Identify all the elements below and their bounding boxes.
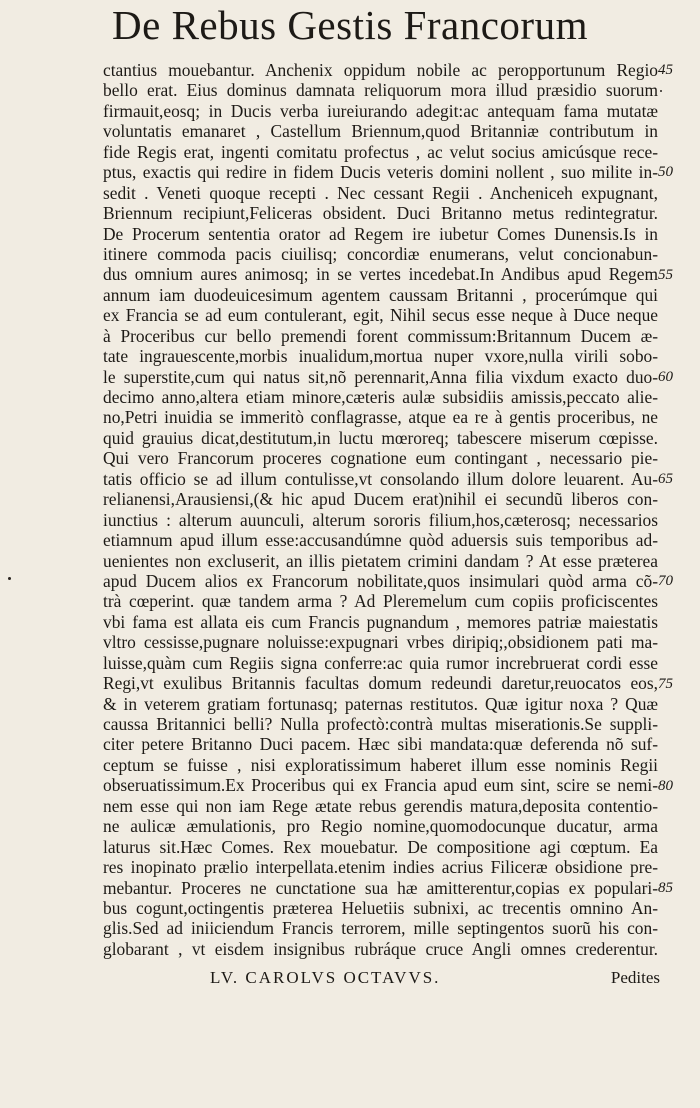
text-line: citer petere Britanno Duci pacem. Hæc sibi mandata:quæ deferenda nõ suf-	[103, 734, 658, 755]
text-line: le superstite,cum qui natus sit,nõ perennarit,Anna filia vixdum exacto duo-	[103, 366, 658, 387]
catchword: Pedites	[610, 968, 660, 987]
margin-line-number: 45	[658, 62, 673, 78]
text-line: glis.Sed ad iniiciendum Francis terrorem, mille septingentos suorũ his con-	[103, 918, 658, 939]
text-line: fide Regis erat, ingenti comitatu profectus , ac velut socius amicúsque rece-	[103, 141, 658, 162]
margin-line-number: 60	[658, 368, 673, 385]
text-line: Qui vero Francorum proceres cognatione eum contingant , necessario pie-	[103, 448, 658, 469]
running-title: De Rebus Gestis Francorum	[112, 2, 588, 48]
text-line: De Procerum sententia orator ad Regem ire iubetur Comes Dunensis.Is in	[103, 223, 658, 244]
text-line: ctantius mouebantur. Anchenix oppidum nobile ac peropportunum Regio	[103, 60, 658, 80]
margin-line-number: 80	[658, 777, 673, 794]
text-line: trà cœperint. quæ tandem arma ? Ad Pleremelum cum copiis proficiscentes	[103, 591, 658, 612]
ink-speck	[8, 577, 11, 580]
text-line: vbi fama est allata eis cum Francis pugnandum , memores patriæ maiestatis	[103, 611, 658, 632]
text-line: ceptum se fuisse , nisi exploratissimum haberet illum esse nominis Regii	[103, 754, 658, 775]
text-line: uenientes non excluserit, an illis pietatem crimini dandam ? At esse præterea	[103, 550, 658, 571]
text-line: sedit . Veneti quoque recepti . Nec cessant Regii . Ancheniceh expugnant,	[103, 182, 658, 203]
ink-speck	[660, 90, 662, 92]
text-line: res inopinato prælio interpellata.etenim indies acrius Filiceræ obsidione pre-	[103, 857, 658, 878]
margin-line-number: 85	[658, 880, 673, 896]
text-line: luisse,quàm cum Regiis signa conferre:ac quia rumor increbruerat cordi esse	[103, 652, 658, 673]
text-line: & in veterem gratiam fortunasq; paternas restitutos. Quæ igitur noxa ? Quæ	[103, 693, 658, 714]
text-line: Regi,vt exulibus Britannis facultas domum redeundi daretur,reuocatos eos,	[103, 673, 658, 694]
text-line: obseruatissimum.Ex Proceribus qui ex Francia apud eum sint, scire se nemi-	[103, 775, 658, 796]
text-line: à Proceribus cur bello premendi forent commissum:Britannum Ducem æ-	[103, 325, 658, 346]
text-line: bello erat. Eius dominus damnata reliquorum mora illud præsidio suorum	[103, 80, 658, 101]
margin-line-number: 55	[658, 266, 673, 283]
text-line: ptus, exactis qui redire in fidem Ducis veteris domini nollent , suo milite in-	[103, 162, 658, 183]
text-line: nem esse qui non iam Rege ætate rebus gerendis matura,deposita contentio-	[103, 795, 658, 816]
text-line: mebantur. Proceres ne cunctatione sua hæ amitterentur,copias ex populari-	[103, 877, 658, 898]
margin-line-number: 65	[658, 471, 673, 487]
margin-line-number: 70	[658, 573, 673, 590]
text-line: ne aulicæ æmulationis, pro Regio nomine,quomodocunque ducatur, arma	[103, 816, 658, 837]
text-line: dus omnium aures animosq; in se vertes incedebat.In Andibus apud Regem	[103, 264, 658, 285]
text-line: vltro cessisse,pugnare noluisse:expugnari vrbes diripiq;,obsidionem pati ma-	[103, 632, 658, 653]
text-line: caussa Britannici belli? Nulla profectò:contrà multas miserationis.Se suppli-	[103, 714, 658, 734]
text-line: ex Francia se ad eum contulerant, egit, Nihil secus esse neque à Duce neque	[103, 305, 658, 326]
text-line: voluntatis emanaret , Castellum Briennum,quod Britanniæ contributum in	[103, 121, 658, 142]
text-line: etiamnum apud illum esse:accusandúmne quòd aduersis suis temporibus ad-	[103, 530, 658, 551]
text-line: laturus sit.Hæc Comes. Rex mouebatur. De compositione agi cœptum. Ea	[103, 836, 658, 857]
text-line: Briennum recipiunt,Feliceras obsident. Duci Britanno metus redintegratur.	[103, 203, 658, 224]
margin-line-number: 75	[658, 675, 673, 692]
text-line: iunctius : alterum auunculi, alterum sororis filium,hos,cæterosq; necessarios	[103, 509, 658, 530]
text-line: bus cogunt,octingentis præterea Heluetiis subnixi, ac trecentis omnino An-	[103, 897, 658, 918]
text-line: quid grauius dicat,destitutum,in luctu mœroreq; tabescere miserum cœpisse.	[103, 427, 658, 448]
text-line: no,Petri inuidia se immeritò conflagrasse, atque ea re à gentis proceribus, ne	[103, 407, 658, 428]
text-line: tate ingrauescente,morbis inualidum,mortua nuper vxore,nulla virili sobo-	[103, 346, 658, 367]
text-line: firmauit,eosq; in Ducis verba iureiurando adegit:ac antequam fama mutatæ	[103, 100, 658, 121]
signature-mark: LV. CAROLVS OCTAVVS.	[210, 968, 441, 987]
text-line: decimo anno,altera etiam minore,cæteris aulæ subsidiis amissis,peccato alie-	[103, 387, 658, 407]
text-line: annum iam duodeuicesimum agentem caussam Britanni , procerúmque qui	[103, 284, 658, 305]
text-line: apud Ducem alios ex Francorum nobilitate,quos insimulari quòd arma cõ-	[103, 570, 658, 591]
body-text	[103, 60, 658, 959]
text-line: relianensi,Arausiensi,(& hic apud Ducem erat)nihil ei secundũ liberos con-	[103, 489, 658, 510]
margin-line-number: 50	[658, 164, 673, 181]
text-line: tatis officio se ad illum contulisse,vt consolando illum dolore leuarent. Au-	[103, 468, 658, 489]
text-line: itinere commoda pacis ciuilisq; concordiæ enumerans, velut concionabun-	[103, 243, 658, 264]
text-line: globarant , vt eisdem insignibus rubráque cruce Angli omnes crederentur.	[103, 938, 658, 959]
